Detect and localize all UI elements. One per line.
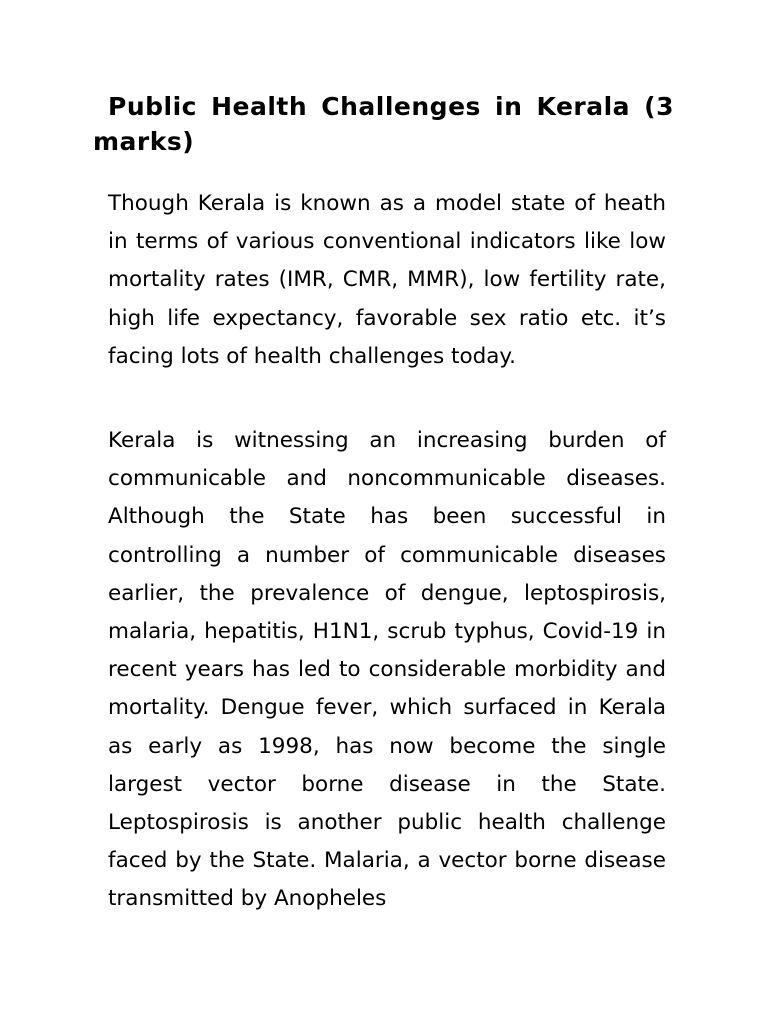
paragraph-disease-burden: Kerala is witnessing an increasing burden of communicable and noncommunicable diseases. Although the State has been successful in controlling a number of communicable diseases earlier, the prevalence of dengue, leptospirosis, malaria, hepatitis, H1N1, scrub typhus, Covid-19 in recent years has led to considerable morbidity and mortality. Dengue fever, which surfaced in Kerala as early as 1998, has now become the single largest vector borne disease in the State. Leptospirosis is another public health challenge faced by the State. Malaria, a vector borne disease transmitted by Anopheles — [108, 428, 666, 912]
paragraph-intro: Though Kerala is known as a model state of heath in terms of various conventional indicators like low mortality rates (IMR, CMR, MMR), low fertility rate, high life expectancy, favorable sex ratio etc. it’s facing lots of health challenges today. — [108, 191, 666, 369]
document-heading: Public Health Challenges in Kerala (3 marks) — [93, 92, 674, 156]
